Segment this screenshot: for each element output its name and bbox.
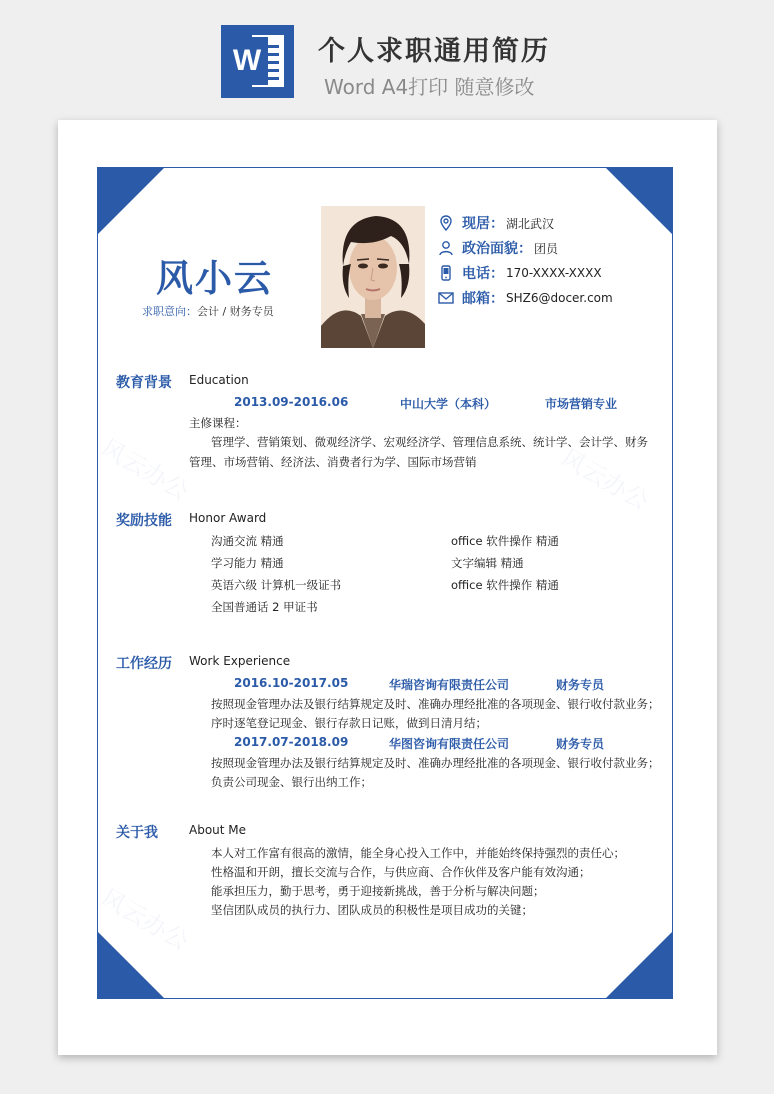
job-intent xyxy=(142,303,274,319)
info-value: 170-XXXX-XXXX xyxy=(506,266,602,280)
skill-item: 文字编辑 精通 xyxy=(451,556,524,570)
work-title: 工作经历 xyxy=(116,656,172,672)
education-title: 教育背景 xyxy=(116,375,172,391)
skill-item: 沟通交流 精通 xyxy=(211,534,284,548)
banner-subtitle: Word A4打印 随意修改 xyxy=(324,75,535,99)
watermark: 风云办公 xyxy=(96,883,194,956)
about-title: 关于我 xyxy=(116,825,158,841)
job-duty: 负责公司现金、银行出纳工作； xyxy=(211,775,372,789)
banner xyxy=(0,0,774,110)
watermark: 风云办公 xyxy=(556,443,654,516)
job-duty: 序时逐笔登记现金、银行存款日记账，做到日清月结； xyxy=(211,716,487,730)
mail-icon xyxy=(438,290,454,306)
about-line: 能承担压力，勤于思考，勇于迎接新挑战，善于分析与解决问题； xyxy=(211,884,545,898)
courses-line: 管理学、营销策划、微观经济学、宏观经济学、管理信息系统、统计学、会计学、财务 xyxy=(211,435,648,449)
info-label: 政治面貌： xyxy=(462,241,532,257)
skill-item: 全国普通话 2 甲证书 xyxy=(211,600,318,614)
corner-decoration xyxy=(605,167,673,235)
profile-photo xyxy=(321,206,425,348)
banner-title: 个人求职通用简历 xyxy=(318,36,550,67)
work-title-en: Work Experience xyxy=(189,654,291,668)
person-icon xyxy=(438,240,454,256)
skill-item: office 软件操作 精通 xyxy=(451,578,559,592)
info-value: 团员 xyxy=(534,241,559,256)
info-email xyxy=(438,288,613,308)
job-intent-value: 会计 / 财务专员 xyxy=(197,305,274,318)
job-period: 2016.10-2017.05 xyxy=(234,676,349,690)
education-title-en: Education xyxy=(189,373,249,387)
info-value: 湖北武汉 xyxy=(506,216,555,231)
skill-item: office 软件操作 精通 xyxy=(451,534,559,548)
corner-decoration xyxy=(605,931,673,999)
about-title-en: About Me xyxy=(189,823,247,837)
info-residence xyxy=(438,213,554,233)
info-label: 电话： xyxy=(462,266,504,282)
education-major: 市场营销专业 xyxy=(545,397,618,411)
skill-item: 学习能力 精通 xyxy=(211,556,284,570)
about-line: 本人对工作富有很高的激情，能全身心投入工作中，并能始终保持强烈的责任心； xyxy=(211,846,625,860)
candidate-name: 风小云 xyxy=(156,257,273,300)
job-period: 2017.07-2018.09 xyxy=(234,735,349,749)
info-political xyxy=(438,238,558,258)
about-line: 性格温和开朗，擅长交流与合作，与供应商、合作伙伴及客户能有效沟通； xyxy=(211,865,591,879)
job-company: 华图咨询有限责任公司 xyxy=(389,737,510,751)
job-duty: 按照现金管理办法及银行结算规定及时、准确办理经批准的各项现金、银行收付款业务； xyxy=(211,697,660,711)
corner-decoration xyxy=(97,931,165,999)
awards-title: 奖励技能 xyxy=(116,513,172,529)
job-position: 财务专员 xyxy=(556,678,605,692)
about-line: 坚信团队成员的执行力、团队成员的积极性是项目成功的关键； xyxy=(211,903,533,917)
education-period: 2013.09-2016.06 xyxy=(234,395,349,409)
info-label: 邮箱： xyxy=(462,291,504,307)
courses-label: 主修课程： xyxy=(189,416,247,430)
job-duty: 按照现金管理办法及银行结算规定及时、准确办理经批准的各项现金、银行收付款业务； xyxy=(211,756,660,770)
courses-line: 管理、市场营销、经济法、消费者行为学、国际市场营销 xyxy=(189,455,477,469)
job-company: 华瑞咨询有限责任公司 xyxy=(389,678,510,692)
awards-title-en: Honor Award xyxy=(189,511,267,525)
info-value: SHZ6@docer.com xyxy=(506,291,613,305)
info-label: 现居： xyxy=(462,216,504,232)
resume-paper xyxy=(58,120,717,1055)
job-intent-label: 求职意向： xyxy=(142,305,197,318)
location-pin-icon xyxy=(438,215,454,231)
corner-decoration xyxy=(97,167,165,235)
job-position: 财务专员 xyxy=(556,737,605,751)
word-letter: W xyxy=(226,37,268,85)
education-school: 中山大学（本科） xyxy=(400,397,497,411)
word-icon xyxy=(221,25,294,98)
watermark: 风云办公 xyxy=(96,433,194,506)
info-phone xyxy=(438,263,602,283)
skill-item: 英语六级 计算机一级证书 xyxy=(211,578,342,592)
phone-icon xyxy=(438,265,454,281)
